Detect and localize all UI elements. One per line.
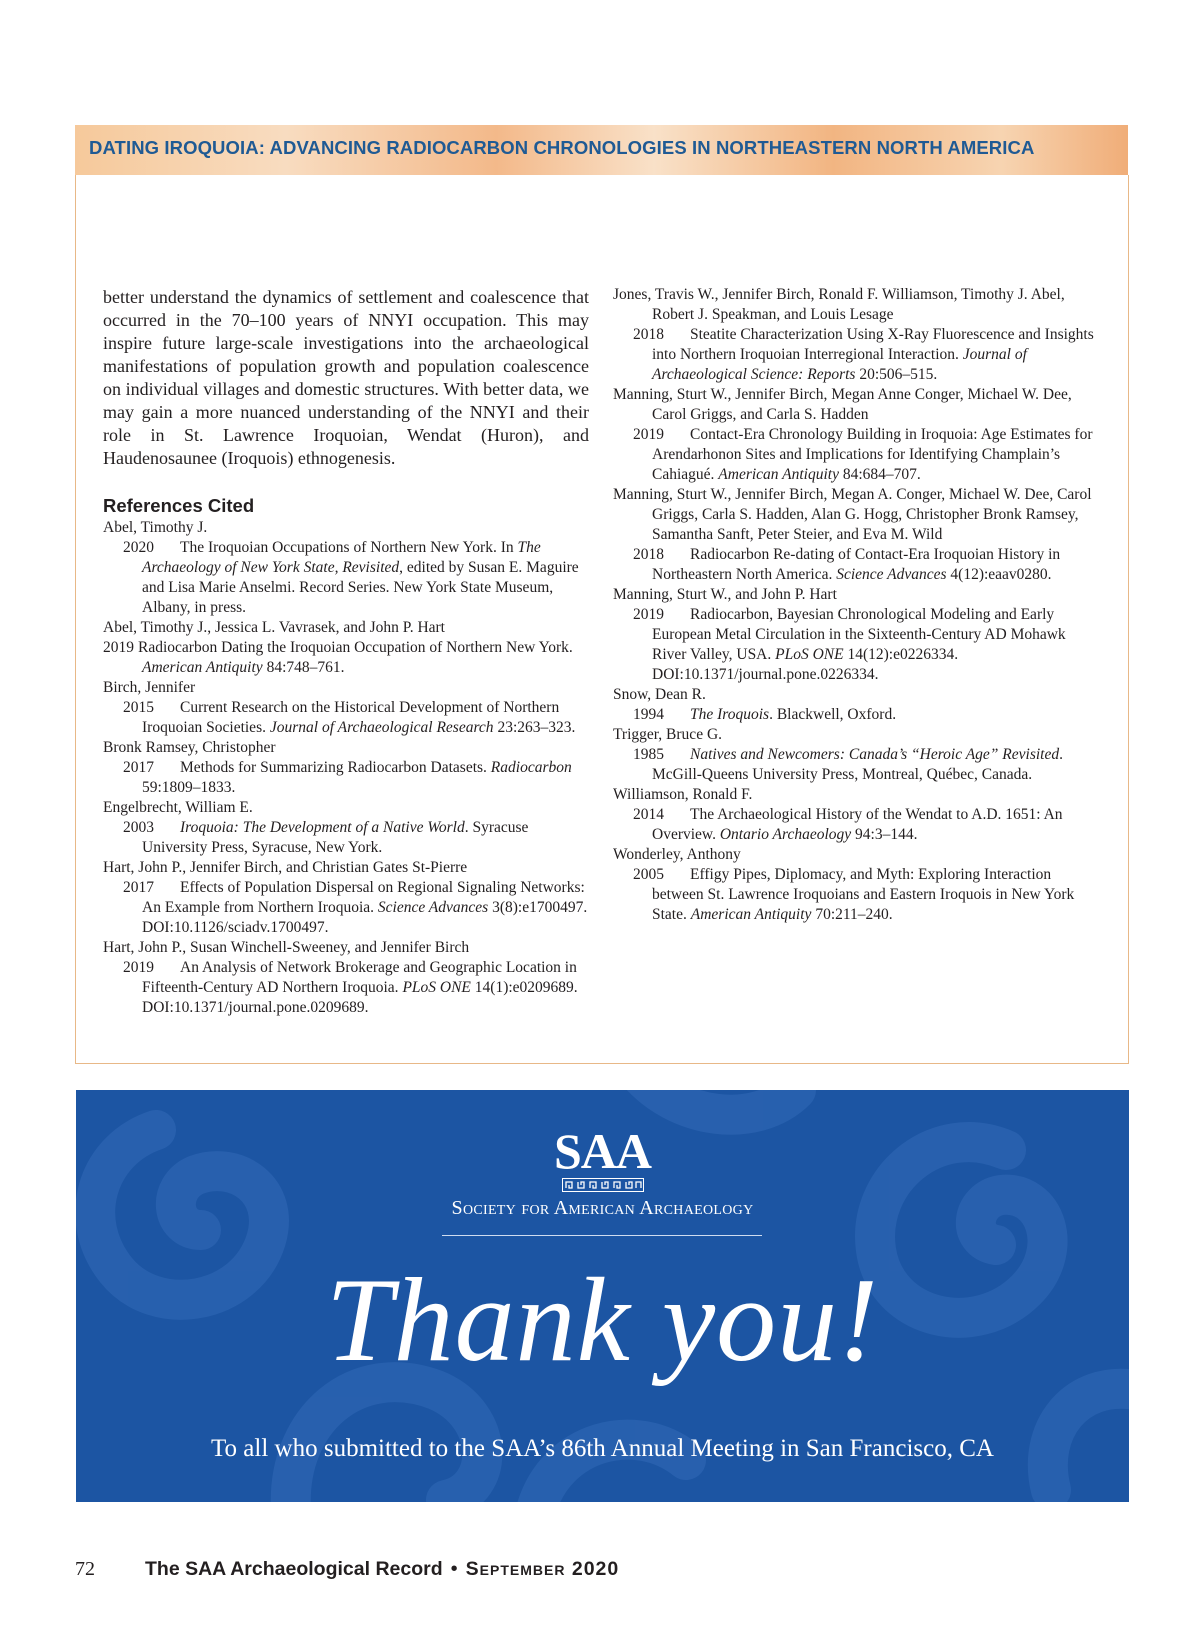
reference-citation (103, 758, 589, 798)
reference-source: Iroquoia: The Development of a Native World (180, 819, 465, 836)
issue-date: September 2020 (465, 1558, 620, 1580)
reference-details: 59:1809–1833. (142, 779, 236, 796)
reference-year: 2018 (633, 546, 664, 563)
reference-entry (103, 738, 589, 798)
thank-you-headline: Thank you! (325, 1253, 880, 1386)
reference-citation (103, 638, 589, 678)
reference-source: PLoS ONE (402, 979, 471, 996)
reference-details: 23:263–323. (493, 719, 576, 736)
reference-year: 1994 (633, 706, 664, 723)
reference-title: Effects of Population Dispersal on Regional Signaling Networks: An Example from Northern Iroquoia. (142, 879, 585, 916)
reference-author: Abel, Timothy J. (103, 519, 208, 536)
reference-source: Ontario Archaeology (719, 826, 852, 843)
reference-author: Bronk Ramsey, Christopher (103, 739, 276, 756)
reference-author: Wonderley, Anthony (613, 846, 741, 863)
reference-title: The Archaeological History of the Wendat to A.D. 1651: An Overview. (652, 806, 1063, 843)
reference-year: 2019 (633, 606, 664, 623)
reference-citation (613, 545, 1096, 585)
page-number: 72 (75, 1558, 95, 1580)
reference-year: 2019 (123, 959, 154, 976)
reference-title: Methods for Summarizing Radiocarbon Datasets. (180, 759, 491, 776)
references-heading: References Cited (103, 495, 255, 516)
reference-entry (103, 678, 589, 738)
reference-details: 70:211–240. (811, 906, 893, 923)
reference-year: 2019 (103, 639, 134, 656)
reference-details: 14(12):e0226334. DOI:10.1371/journal.pone.0226334. (652, 646, 959, 683)
reference-year: 2014 (633, 806, 664, 823)
reference-citation (613, 425, 1096, 485)
reference-entry (103, 858, 589, 938)
page-footer (75, 1558, 619, 1581)
reference-citation (103, 958, 589, 1018)
left-column (103, 286, 589, 1018)
article-header-band (75, 125, 1128, 175)
reference-entry (103, 938, 589, 1018)
reference-year: 2017 (123, 879, 154, 896)
reference-source: Natives and Newcomers: Canada’s “Heroic Age” Revisited (690, 746, 1060, 763)
reference-source: American Antiquity (142, 659, 263, 676)
reference-details: 20:506–515. (855, 366, 938, 383)
reference-citation (103, 878, 589, 938)
reference-year: 2019 (633, 426, 664, 443)
body-paragraph: better understand the dynamics of settlement and coalescence that occurred in the 70–100 years of NNYI occupation. This may inspire future large-scale investigations into the archaeological manifestations of population growth and population coalescence on individual villages and domestic structures. With better data, we may gain a more nuanced understanding of the NNYI and their role in St. Lawrence Iroquoian, Wendat (Huron), and Haudenosaunee (Iroquois) ethnogenesis. (103, 287, 589, 468)
reference-citation (103, 538, 589, 618)
reference-details: . Syracuse University Press, Syracuse, New York. (142, 819, 529, 856)
reference-entry (613, 685, 1096, 725)
reference-citation (103, 818, 589, 858)
right-column (613, 285, 1096, 925)
reference-year: 2017 (123, 759, 154, 776)
reference-title: The Iroquoian Occupations of Northern New York. In (180, 539, 518, 556)
reference-entry (613, 725, 1096, 785)
reference-entry (613, 845, 1096, 925)
reference-year: 2005 (633, 866, 664, 883)
reference-source: The Iroquois (690, 706, 770, 723)
footer-separator: • (450, 1558, 458, 1580)
reference-author: Jones, Travis W., Jennifer Birch, Ronald F. Williamson, Timothy J. Abel, Robert J. Speakman, and Louis Lesage (613, 286, 1065, 323)
reference-title: Steatite Characterization Using X-Ray Fluorescence and Insights into Northern Iroquoian Interregional Interaction. (652, 326, 1094, 363)
reference-citation (613, 805, 1096, 845)
reference-author: Manning, Sturt W., and John P. Hart (613, 586, 837, 603)
reference-details: 94:3–144. (851, 826, 918, 843)
reference-author: Birch, Jennifer (103, 679, 196, 696)
saa-logo-glyph-band-icon (562, 1178, 644, 1192)
reference-entry (613, 585, 1096, 685)
reference-details: 4(12):eaav0280. (946, 566, 1052, 583)
reference-citation (613, 325, 1096, 385)
reference-details: 84:748–761. (262, 659, 345, 676)
reference-details: 3(8):e1700497. DOI:10.1126/sciadv.1700497. (142, 899, 588, 936)
reference-details: 14(1):e0209689. DOI:10.1371/journal.pone.0209689. (142, 979, 578, 1016)
reference-author: Williamson, Ronald F. (613, 786, 753, 803)
thank-you-subline: To all who submitted to the SAA’s 86th Annual Meeting in San Francisco, CA (211, 1435, 994, 1462)
reference-author: Manning, Sturt W., Jennifer Birch, Megan Anne Conger, Michael W. Dee, Carol Griggs, and Carla S. Hadden (613, 386, 1072, 423)
reference-author: Engelbrecht, William E. (103, 799, 253, 816)
reference-year: 2003 (123, 819, 154, 836)
reference-details: . Blackwell, Oxford. (769, 706, 897, 723)
references-list-left (103, 518, 589, 1018)
reference-citation (613, 605, 1096, 685)
reference-title: Current Research on the Historical Development of Northern Iroquoian Societies. (142, 699, 560, 736)
reference-details: , edited by Susan E. Maguire and Lisa Marie Anselmi. Record Series. New York State Museum, Albany, in press. (142, 559, 579, 616)
references-list-right (613, 285, 1096, 925)
reference-entry (613, 785, 1096, 845)
reference-citation (613, 865, 1096, 925)
reference-source: The Archaeology of New York State, Revisited (142, 539, 541, 576)
reference-details: . McGill-Queens University Press, Montreal, Québec, Canada. (652, 746, 1063, 783)
reference-author: Manning, Sturt W., Jennifer Birch, Megan A. Conger, Michael W. Dee, Carol Griggs, Carla S. Hadden, Alan G. Hogg, Christopher Bronk Ramsey, Samantha Sanft, Peter Steier, and Eva M. Wild (613, 486, 1092, 543)
reference-title: Radiocarbon Dating the Iroquoian Occupation of Northern New York. (138, 639, 573, 656)
reference-title: Radiocarbon, Bayesian Chronological Modeling and Early European Metal Circulation in the Sixteenth-Century AD Mohawk River Valley, USA. (652, 606, 1066, 663)
reference-title: Effigy Pipes, Diplomacy, and Myth: Exploring Interaction between St. Lawrence Iroquoians and Eastern Iroquois in New York State. (652, 866, 1075, 923)
reference-entry (613, 285, 1096, 385)
reference-author: Trigger, Bruce G. (613, 726, 723, 743)
reference-entry (103, 798, 589, 858)
reference-title: Radiocarbon Re-dating of Contact-Era Iroquoian History in Northeastern North America. (652, 546, 1061, 583)
reference-year: 2020 (123, 539, 154, 556)
reference-entry (613, 485, 1096, 585)
article-running-title: DATING IROQUOIA: ADVANCING RADIOCARBON CHRONOLOGIES IN NORTHEASTERN NORTH AMERICA (89, 137, 1035, 158)
reference-title: An Analysis of Network Brokerage and Geographic Location in Fifteenth-Century AD Northern Iroquoia. (142, 959, 577, 996)
reference-author: Abel, Timothy J., Jessica L. Vavrasek, and John P. Hart (103, 619, 445, 636)
banner-divider (442, 1235, 762, 1236)
reference-citation (613, 745, 1096, 785)
reference-details: 84:684–707. (838, 466, 921, 483)
reference-year: 2015 (123, 699, 154, 716)
reference-source: American Antiquity (690, 906, 812, 923)
reference-entry (103, 518, 589, 618)
reference-source: Journal of Archaeological Research (269, 719, 494, 736)
reference-entry (103, 618, 589, 678)
reference-author: Hart, John P., Susan Winchell-Sweeney, and Jennifer Birch (103, 939, 470, 956)
reference-source: Science Advances (377, 899, 489, 916)
reference-source: Radiocarbon (490, 759, 572, 776)
reference-title: Contact-Era Chronology Building in Iroquoia: Age Estimates for Arendarhonon Sites and Implications for Identifying Champlain’s Cahiagué. (652, 426, 1093, 483)
saa-logo (76, 1123, 1129, 1197)
reference-source: PLoS ONE (775, 646, 844, 663)
reference-citation (613, 705, 1096, 725)
reference-year: 2018 (633, 326, 664, 343)
magazine-title: The SAA Archaeological Record (145, 1558, 443, 1580)
reference-author: Hart, John P., Jennifer Birch, and Christian Gates St-Pierre (103, 859, 468, 876)
reference-source: Science Advances (836, 566, 947, 583)
thank-you-banner (76, 1090, 1129, 1502)
reference-source: American Antiquity (718, 466, 839, 483)
reference-citation (103, 698, 589, 738)
saa-logo-letters: SAA (553, 1123, 652, 1179)
society-name: Society for American Archaeology (451, 1197, 754, 1219)
reference-year: 1985 (633, 746, 664, 763)
reference-source: Journal of Archaeological Science: Reports (652, 346, 1027, 383)
reference-author: Snow, Dean R. (613, 686, 706, 703)
reference-entry (613, 385, 1096, 485)
